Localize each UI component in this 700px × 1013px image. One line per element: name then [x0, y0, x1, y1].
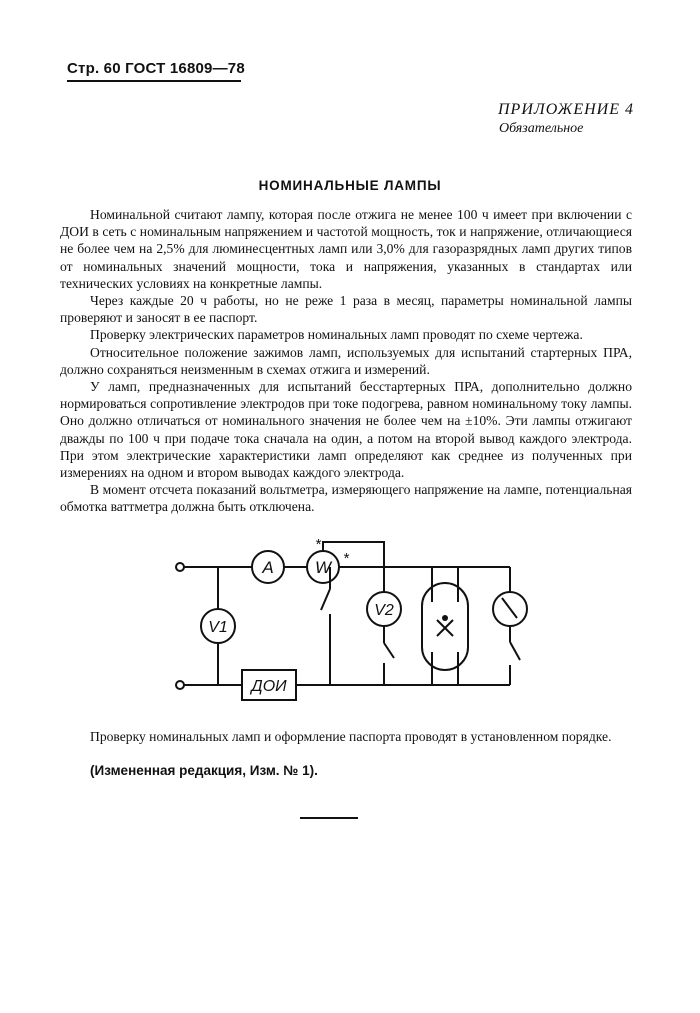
after-diagram-text — [60, 728, 632, 745]
wattmeter-label: W — [314, 558, 332, 577]
paragraph-starterless: У ламп, предназначенных для испытаний бесстартерных ПРА, дополнительно должно нормироваться сопротивление электродов при токе подогрева, равном номинальному току лампы. Оно должно отличаться от номинального значения не более чем на ±10%. Эти лампы отжигают дважды по 100 ч при подаче тока сначала на один, а потом на второй вывод каждого электрода. При этом электрические характеристики ламп определяют как среднее из полученных при измерениях на одном и втором выводах каждого электрода. — [60, 379, 632, 481]
lamp-icon — [422, 583, 468, 670]
appendix-status: Обязательное — [499, 121, 584, 136]
voltmeter-2-label: V2 — [374, 602, 394, 619]
section-title: НОМИНАЛЬНЫЕ ЛАМПЫ — [258, 178, 442, 193]
page-header: Стр. 60 ГОСТ 16809—78 — [67, 60, 241, 82]
star-marker-side: * — [343, 550, 349, 567]
paragraph-voltmeter-reading: В момент отсчета показаний вольтметра, измеряющего напряжение на лампе, потенциальная обмотка ваттметра должна быть отключена. — [60, 482, 632, 515]
body-text — [60, 206, 632, 516]
terminal-top-icon — [176, 563, 184, 571]
revision-note: (Измененная редакция, Изм. № 1). — [90, 763, 318, 778]
voltmeter-1-label: V1 — [208, 619, 228, 636]
end-rule — [300, 817, 358, 819]
paragraph-nominal-definition: Номинальной считают лампу, которая после отжига не менее 100 ч имеет при включении с ДОИ в сеть с номинальным напряжением и частотой мощность, ток и напряжение, отличающиеся не более чем на 2,5% для люминесцентных ламп или 3,0% для газоразрядных ламп других типов от номинальных значений мощности, тока и напряжения, указанных в стандартах или технических условиях на конкретные лампы. — [60, 207, 632, 291]
terminal-bottom-icon — [176, 681, 184, 689]
ballast-label: ДОИ — [251, 678, 287, 695]
ammeter-label: A — [262, 558, 274, 577]
star-marker-top: * — [315, 536, 321, 553]
paragraph-scheme-check: Проверку электрических параметров номинальных ламп проводят по схеме чертежа. — [90, 327, 583, 343]
paragraph-passport: Проверку номинальных ламп и оформление паспорта проводят в установленном порядке. — [90, 729, 612, 744]
paragraph-terminal-position: Относительное положение зажимов ламп, используемых для испытаний стартерных ПРА, должно сохраняться неизменным в схемах отжига и измерений. — [60, 344, 632, 377]
circuit-diagram — [168, 530, 538, 705]
appendix-label: ПРИЛОЖЕНИЕ 4 — [498, 101, 634, 118]
paragraph-periodic-check: Через каждые 20 ч работы, но не реже 1 раза в месяц, параметры номинальной лампы проверяют и заносят в ее паспорт. — [60, 293, 632, 326]
